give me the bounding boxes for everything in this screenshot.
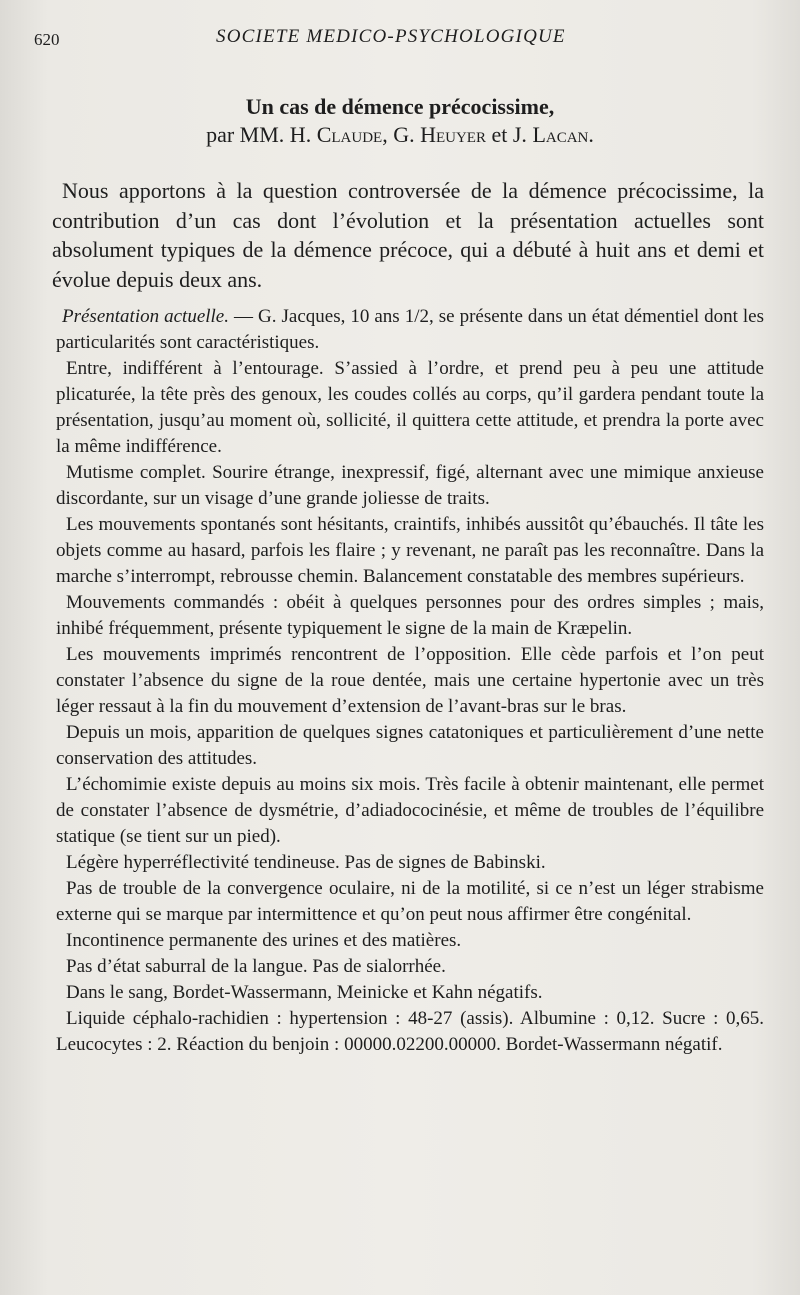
- article-title: Un cas de démence précocissime,: [245, 94, 555, 119]
- author-separator-1: , G.: [382, 122, 415, 147]
- body-paragraph-3: Les mouvements spontanés sont hésitants, craintifs, inhibés aussitôt qu’ébauchés. Il tâte les objets comme au hasard, parfois les flaire ; y revenant, ne paraît pas les reconnaître. Dans la marche s’interrompt, rebrousse chemin. Balancement constatable des membres supérieurs.: [56, 514, 764, 587]
- body-paragraph-4: Mouvements commandés : obéit à quelques personnes pour des ordres simples ; mais, inhibé fréquemment, présente typiquement le signe de la main de Kræpelin.: [56, 592, 764, 639]
- section-intro-text: — G. Jacques, 10 ans 1/2, se présente dans un état démentiel dont les particularités sont caractéristiques.: [56, 306, 765, 353]
- section-paragraph: [56, 304, 764, 356]
- article-body: [56, 304, 764, 1058]
- article-authors: [40, 121, 760, 149]
- author-separator-2: et J.: [485, 122, 527, 147]
- body-paragraph-1: Entre, indifférent à l’entourage. S’assied à l’ordre, et prend peu à peu une attitude plicaturée, la tête près des genoux, les coudes collés au corps, qu’il gardera pendant toute la présentation, jusqu’au moment où, sollicité, il quittera cette attitude, et prendra la porte avec la même indifférence.: [56, 358, 764, 457]
- body-paragraph-2: Mutisme complet. Sourire étrange, inexpressif, figé, alternant avec une mimique anxieuse discordante, sur un visage d’une grande joliesse de traits.: [56, 462, 764, 509]
- body-paragraph-10: Incontinence permanente des urines et des matières.: [66, 930, 462, 951]
- author-lacan: Lacan: [532, 122, 589, 147]
- authors-end: .: [588, 122, 594, 147]
- author-heuyer: Heuyer: [420, 122, 486, 147]
- section-label: Présentation actuelle.: [62, 306, 229, 327]
- body-paragraph-11: Pas d’état saburral de la langue. Pas de sialorrhée.: [66, 956, 446, 977]
- body-paragraph-9: Pas de trouble de la convergence oculaire, ni de la motilité, si ce n’est un léger strabisme externe qui se marque par intermittence et qu’on peut nous affirmer être congénital.: [56, 878, 764, 925]
- abstract-paragraph: Nous apportons à la question controversée de la démence précocissime, la contribution d’un cas dont l’évolution et la présentation actuelles sont absolument typiques de la démence précoce, qui a débuté à huit ans et demi et évolue depuis deux ans.: [52, 178, 764, 292]
- body-paragraph-5: Les mouvements imprimés rencontrent de l’opposition. Elle cède parfois et l’on peut constater l’absence du signe de la roue dentée, mais une certaine hypertonie avec un très léger ressaut à la fin du mouvement d’extension de l’avant-bras sur le bras.: [56, 644, 764, 717]
- running-head: [34, 24, 760, 52]
- title-block: [40, 93, 760, 149]
- body-paragraph-12: Dans le sang, Bordet-Wassermann, Meinicke et Kahn négatifs.: [66, 982, 543, 1003]
- body-paragraph-7: L’échomimie existe depuis au moins six mois. Très facile à obtenir maintenant, elle permet de constater l’absence de dysmétrie, d’adiadococinésie, et même de troubles de l’équilibre statique (se tient sur un pied).: [56, 774, 764, 847]
- page-number: 620: [34, 30, 60, 49]
- authors-prefix: par MM. H.: [206, 122, 312, 147]
- author-claude: Claude: [316, 122, 383, 147]
- body-paragraph-8: Légère hyperréflectivité tendineuse. Pas de signes de Babinski.: [66, 852, 546, 873]
- body-paragraph-13: Liquide céphalo-rachidien : hypertension : 48-27 (assis). Albumine : 0,12. Sucre : 0,65. Leucocytes : 2. Réaction du benjoin : 00000.02200.00000. Bordet-Wassermann négatif.: [56, 1008, 764, 1055]
- body-paragraph-6: Depuis un mois, apparition de quelques signes catatoniques et particulièrement d’une nette conservation des attitudes.: [56, 722, 764, 769]
- journal-title: SOCIETE MEDICO-PSYCHOLOGIQUE: [216, 26, 566, 47]
- abstract: [52, 176, 764, 294]
